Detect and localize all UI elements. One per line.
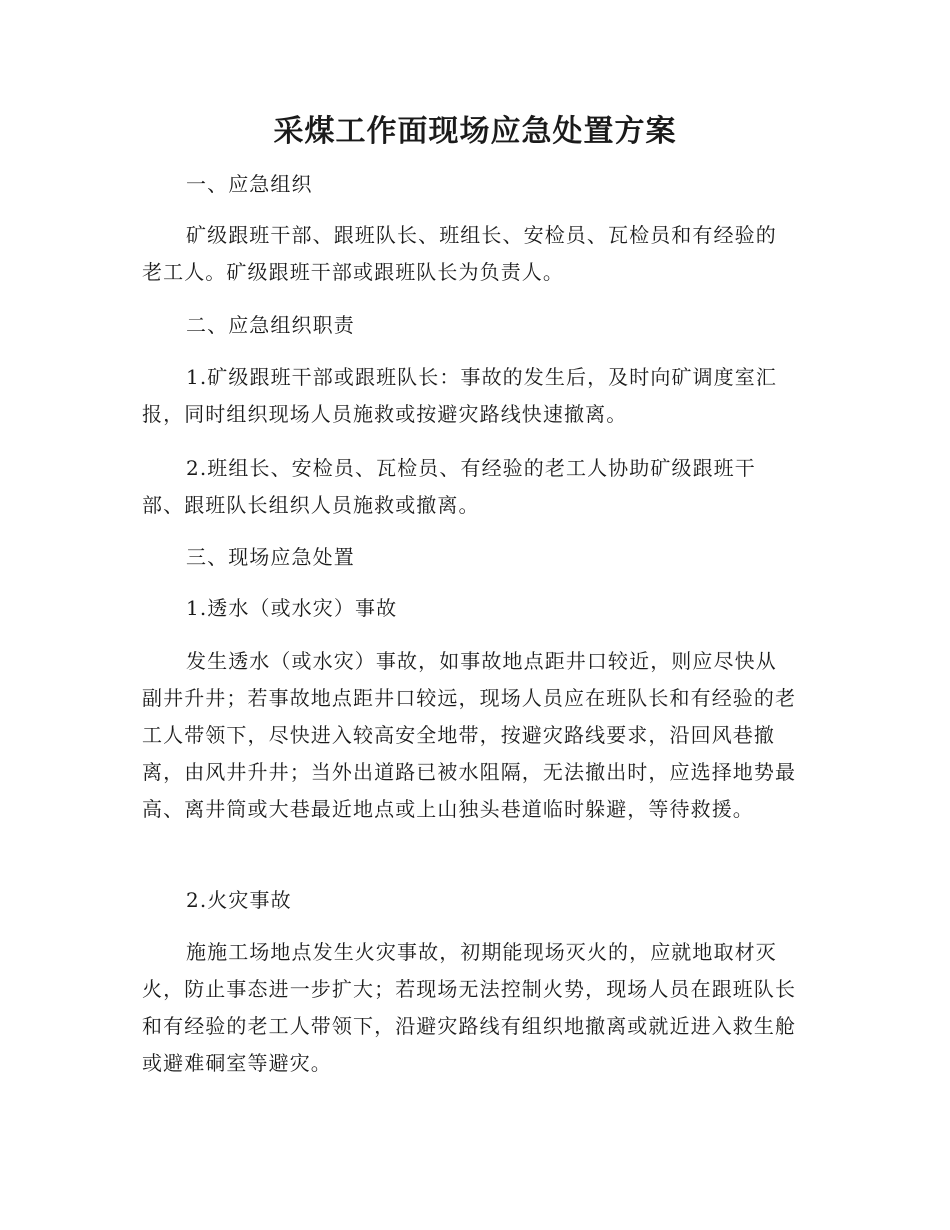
section-heading-emergency-organization: 一、应急组织 — [186, 172, 313, 196]
paragraph-organization-members: 矿级跟班干部、跟班队长、班组长、安检员、瓦检员和有经验的老工人。矿级跟班干部或跟班队长为负责人。 — [142, 223, 777, 284]
paragraph-duty-2: 2.班组长、安检员、瓦检员、有经验的老工人协助矿级跟班干部、跟班队长组织人员施救或撤离。 — [142, 456, 756, 517]
subheading-fire-accident: 2.火灾事故 — [186, 888, 292, 912]
document-title: 采煤工作面现场应急处置方案 — [273, 114, 677, 149]
paragraph-fire-accident: 施施工场地点发生火灾事故，初期能现场灭火的，应就地取材灭火，防止事态进一步扩大；若现场无法控制火势，现场人员在跟班队长和有经验的老工人带领下，沿避灾路线有组织地撤离或就近进入救生舱或避难硐室等避灾。 — [142, 940, 797, 1075]
section-heading-organization-duties: 二、应急组织职责 — [186, 313, 355, 337]
paragraph-water-accident: 发生透水（或水灾）事故，如事故地点距井口较近，则应尽快从副井升井；若事故地点距井口较远，现场人员应在班队长和有经验的老工人带领下，尽快进入较高安全地带，按避灾路线要求，沿回风巷撤离，由风井升井；当外出道路已被水阻隔，无法撤出时，应选择地势最高、离井筒或大巷最近地点或上山独头巷道临时躲避，等待救援。 — [142, 649, 797, 821]
subheading-water-accident: 1.透水（或水灾）事故 — [186, 596, 398, 620]
section-heading-onsite-response: 三、现场应急处置 — [186, 545, 355, 569]
paragraph-duty-1: 1.矿级跟班干部或跟班队长：事故的发生后，及时向矿调度室汇报，同时组织现场人员施救或按避灾路线快速撤离。 — [142, 365, 777, 426]
